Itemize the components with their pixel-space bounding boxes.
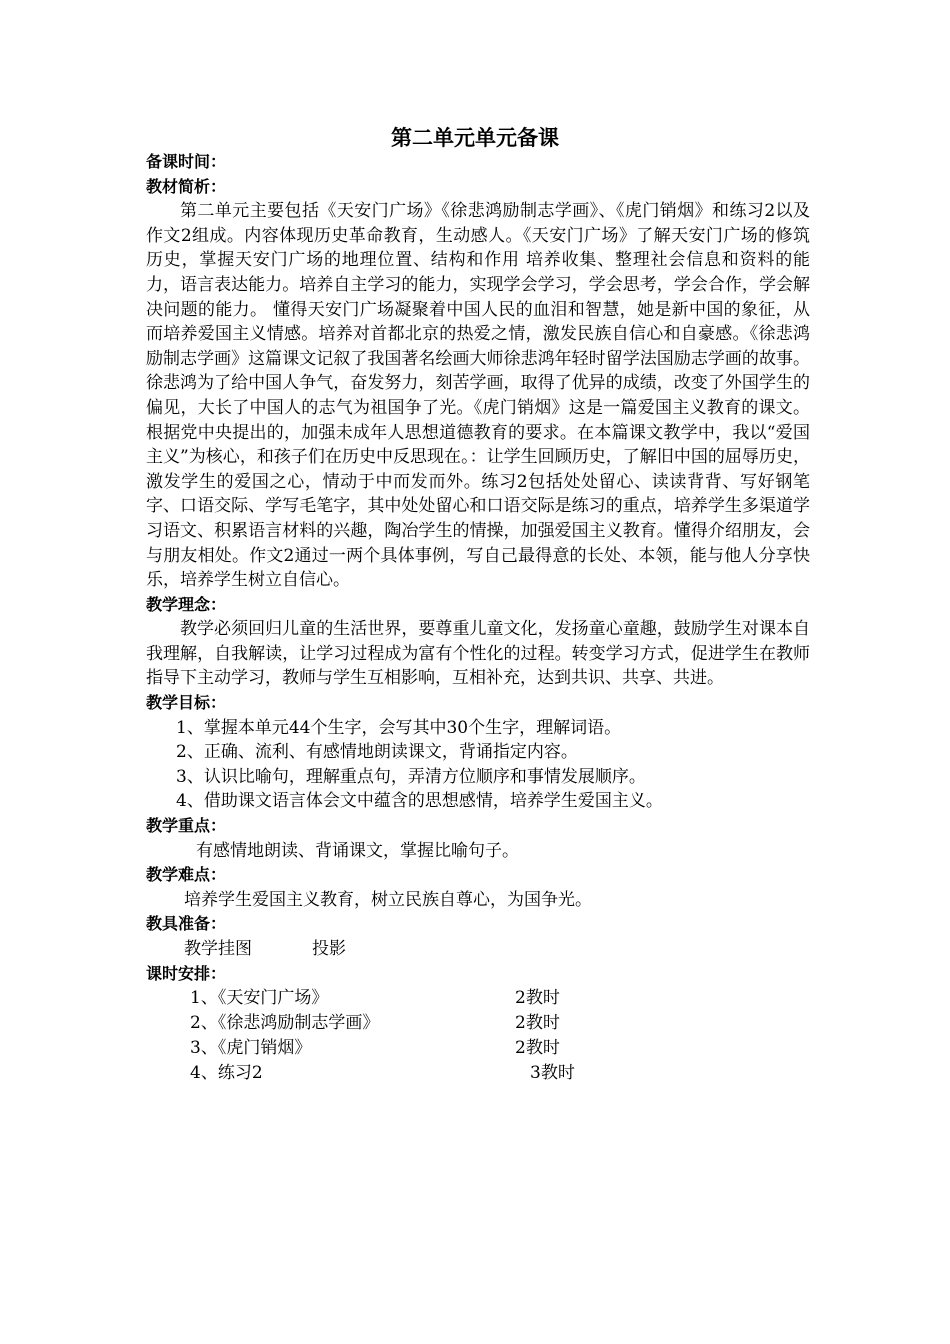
teaching-tool-item: 教学挂图 — [184, 939, 252, 959]
schedule-hours: 2教时 — [515, 988, 560, 1009]
schedule-row — [146, 1036, 810, 1061]
difficult-points-text: 培养学生爱国主义教育，树立民族自尊心，为国争光。 — [184, 889, 592, 910]
goal-item: 4、借助课文语言体会文中蕴含的思想感情，培养学生爱国主义。 — [176, 791, 663, 812]
goal-item: 3、认识比喻句，理解重点句，弄清方位顺序和事情发展顺序。 — [176, 766, 646, 787]
teaching-goals-label: 教学目标： — [146, 693, 227, 713]
material-analysis-text: 第二单元主要包括《天安门广场》《徐悲鸿励制志学画》、《虎门销烟》和练习2以及作文2组成。内容体现历史革命教育，生动感人。《天安门广场》了解天安门广场的修筑历史，掌握天安门广场的地理位置、结构和作用 培养收集、整理社会信息和资料的能力，语言表达能力。培养自主学习的能力，实现学会学习，学会思考，学会合作，学会解决问题的能力。 懂得天安门广场凝聚着中国人民的血泪和智慧，她是新中国的象征，从而培养爱国主义情感。培养对首都北京的热爱之情，激发民族自信心和自豪感。《徐悲鸿励制志学画》这篇课文记叙了我国著名绘画大师徐悲鸿年轻时留学法国励志学画的故事。徐悲鸿为了给中国人争气，奋发努力，刻苦学画，取得了优异的成绩，改变了外国学生的偏见，大长了中国人的志气为祖国争了光。《虎门销烟》这是一篇爱国主义教育的课文。根据党中央提出的，加强未成年人思想道德教育的要求。在本篇课文教学中，我以“爱国主义”为核心，和孩子们在历史中反思现在。：让学生回顾历史，了解旧中国的屈辱历史，激发学生的爱国之心，情动于中而发而外。练习2包括处处留心、读读背背、写好钢笔字、口语交际、学写毛笔字，其中处处留心和口语交际是练习的重点，培养学生多渠道学习语文、积累语言材料的兴趣，陶冶学生的情操，加强爱国主义教育。懂得介绍朋友，会与朋友相处。作文2通过一两个具体事例，写自己最得意的长处、本领，能与他人分享快乐，培养学生树立自信心。 — [146, 201, 810, 591]
schedule-label: 课时安排： — [146, 963, 227, 983]
teaching-concept-label: 教学理念： — [146, 594, 227, 614]
schedule-item: 1、《天安门广场》 — [190, 988, 329, 1009]
difficult-points-label: 教学难点： — [146, 865, 227, 885]
teaching-concept-text: 教学必须回归儿童的生活世界，要尊重儿童文化，发扬童心童趣，鼓励学生对课本自我理解，自我解读，让学习过程成为富有个性化的过程。转变学习方式，促进学生在教师指导下主动学习，教师与学生互相影响，互相补充，达到共识、共享、共进。 — [146, 619, 810, 689]
prep-time-label: 备课时间： — [146, 152, 227, 171]
schedule-row — [146, 986, 810, 1011]
schedule-row — [146, 1061, 810, 1086]
schedule-row — [146, 1011, 810, 1036]
schedule-item: 4、练习2 — [190, 1063, 263, 1084]
goal-item: 1、掌握本单元44个生字，会写其中30个生字，理解词语。 — [176, 717, 622, 738]
schedule-item: 2、《徐悲鸿励制志学画》 — [190, 1013, 380, 1034]
goal-item: 2、正确、流利、有感情地朗读课文，背诵指定内容。 — [176, 742, 578, 763]
schedule-hours: 2教时 — [515, 1013, 560, 1034]
teaching-tools-label: 教具准备： — [146, 914, 227, 934]
key-points-label: 教学重点： — [146, 816, 227, 836]
schedule-item: 3、《虎门销烟》 — [190, 1038, 312, 1059]
schedule-hours: 2教时 — [515, 1038, 560, 1059]
teaching-tools-list — [146, 937, 810, 962]
material-analysis-label: 教材简析： — [146, 176, 227, 196]
key-points-text: 有感情地朗读、背诵课文，掌握比喻句子。 — [196, 840, 519, 861]
page-title: 第二单元单元备课 — [391, 125, 559, 150]
teaching-tool-item: 投影 — [312, 939, 346, 959]
document-body — [146, 150, 810, 1086]
schedule-hours: 3教时 — [530, 1063, 575, 1084]
